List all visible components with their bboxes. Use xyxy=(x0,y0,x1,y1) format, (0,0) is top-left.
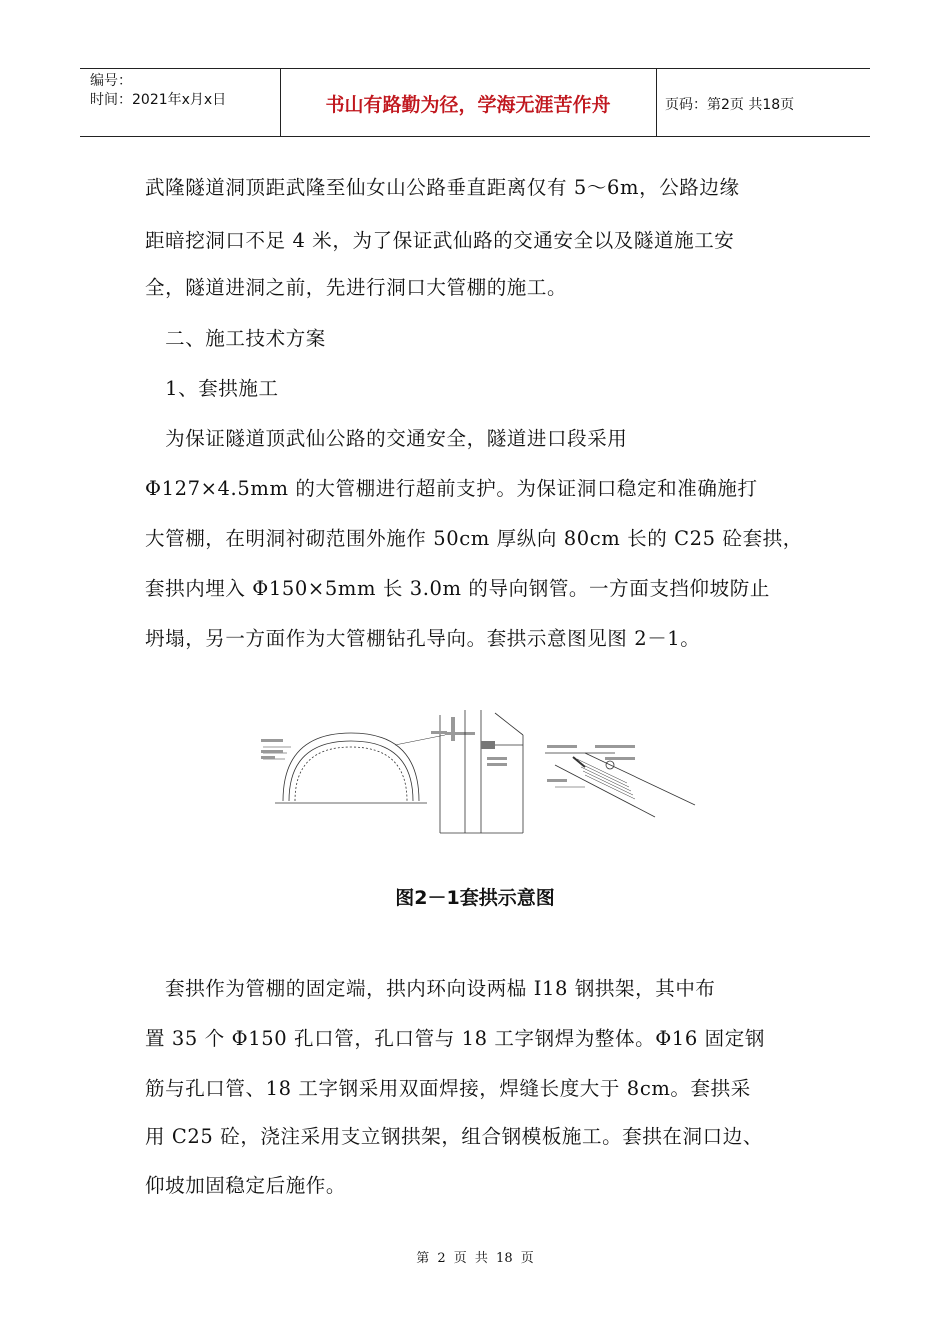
body-line: 用 C25 砼，浇注采用支立钢拱架，组合钢模板施工。套拱在洞口边、 xyxy=(145,1125,763,1148)
header-bottom-rule xyxy=(80,136,870,137)
arch-cross-section xyxy=(261,732,475,803)
body-line: 置 35 个 Φ150 孔口管，孔口管与 18 工字钢焊为整体。Φ16 固定钢 xyxy=(145,1027,765,1050)
pipe-detail xyxy=(545,745,695,817)
body-line: 全，隧道进洞之前，先进行洞口大管棚的施工。 xyxy=(145,276,568,299)
figure-caption: 图2－1套拱示意图 xyxy=(395,887,555,909)
body-line: 距暗挖洞口不足 4 米，为了保证武仙路的交通安全以及隧道施工安 xyxy=(145,229,735,252)
body-line: 套拱作为管棚的固定端，拱内环向设两榀 I18 钢拱架，其中布 xyxy=(145,977,716,1000)
header-meta xyxy=(90,72,226,110)
header-top-rule xyxy=(80,68,870,69)
body-line: 大管棚，在明洞衬砌范围外施作 50cm 厚纵向 80cm 长的 C25 砼套拱， xyxy=(145,527,803,550)
body-line: 武隆隧道洞顶距武隆至仙女山公路垂直距离仅有 5～6m，公路边缘 xyxy=(145,176,740,199)
header-divider-right xyxy=(656,68,657,136)
body-line: 仰坡加固稳定后施作。 xyxy=(145,1174,347,1197)
body-line: 为保证隧道顶武仙公路的交通安全，隧道进口段采用 xyxy=(145,427,628,450)
body-line: Φ127×4.5mm 的大管棚进行超前支护。为保证洞口稳定和准确施打 xyxy=(145,477,758,500)
page-footer: 第 2 页 共 18 页 xyxy=(416,1251,534,1266)
header-motto: 书山有路勤为径，学海无涯苦作舟 xyxy=(325,94,611,116)
subsection-heading: 1、套拱施工 xyxy=(145,377,279,400)
header-page-label: 页码：第2页 共18页 xyxy=(665,97,795,113)
section-heading: 二、施工技术方案 xyxy=(145,327,326,350)
header-divider-left xyxy=(280,68,281,136)
doc-number-label: 编号： xyxy=(90,73,132,89)
doc-time-label: 时间：2021年x月x日 xyxy=(90,92,227,108)
longitudinal-section xyxy=(431,710,523,833)
sleeve-arch-diagram xyxy=(255,705,815,835)
body-line: 坍塌，另一方面作为大管棚钻孔导向。套拱示意图见图 2－1。 xyxy=(145,627,701,650)
body-line: 套拱内埋入 Φ150×5mm 长 3.0m 的导向钢管。一方面支挡仰坡防止 xyxy=(145,577,770,600)
body-line: 筋与孔口管、18 工字钢采用双面焊接，焊缝长度大于 8cm。套拱采 xyxy=(145,1077,751,1100)
